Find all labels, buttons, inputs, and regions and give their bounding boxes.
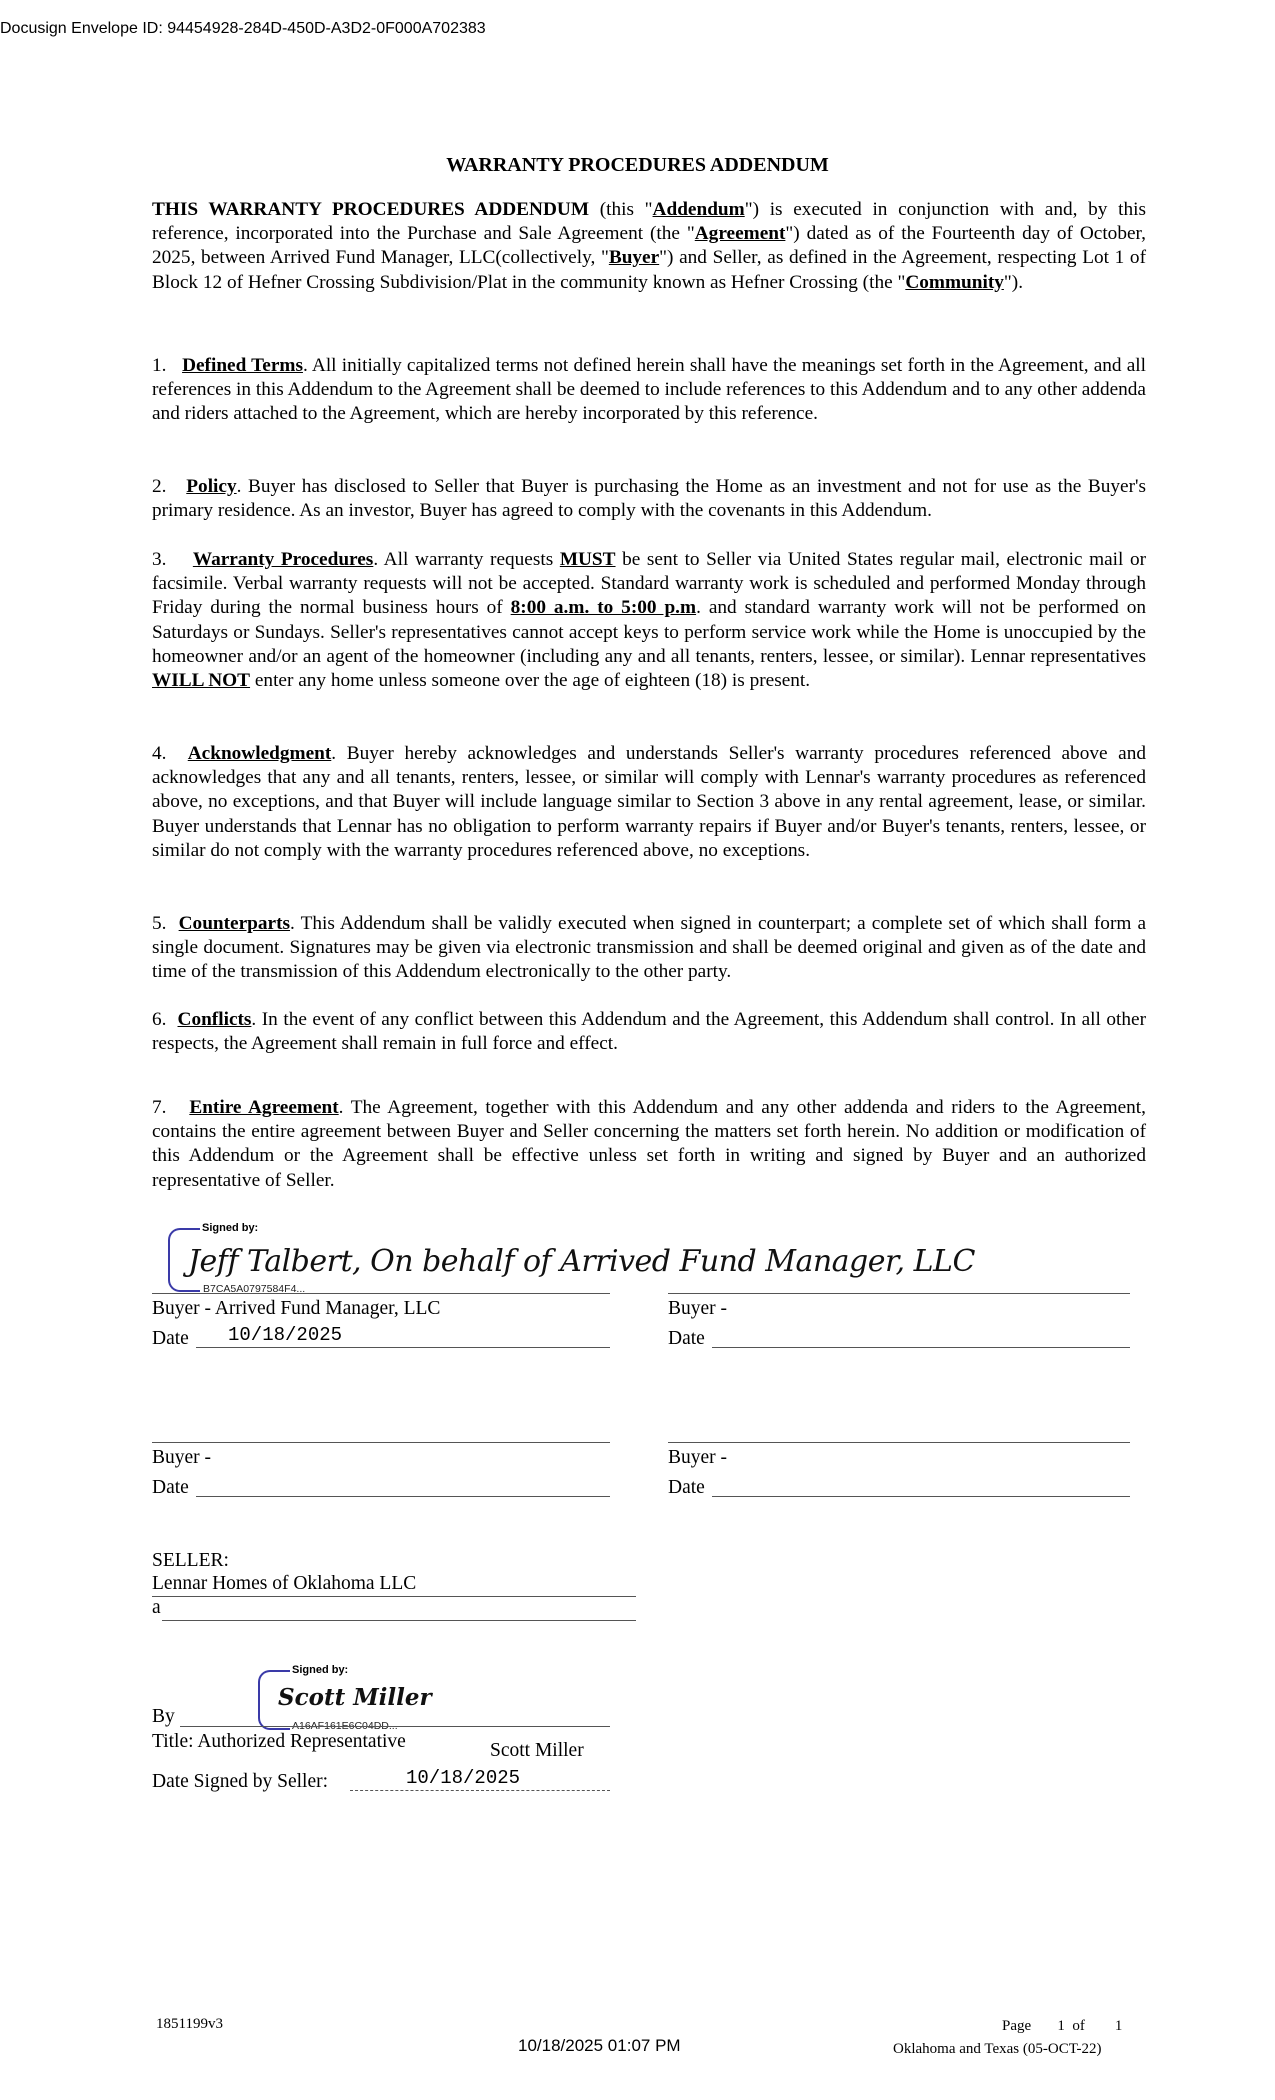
signed-by-label: Signed by: <box>292 1664 349 1676</box>
signature-line[interactable] <box>668 1293 1130 1294</box>
term-buyer: Buyer <box>608 247 660 269</box>
seller-a-label: a <box>152 1597 161 1618</box>
date-line <box>350 1790 610 1791</box>
signature-line[interactable] <box>668 1442 1130 1443</box>
seller-name: Lennar Homes of Oklahoma LLC <box>152 1573 417 1594</box>
intro-lead: THIS WARRANTY PROCEDURES ADDENDUM <box>152 199 590 220</box>
seller-name-line <box>152 1596 636 1597</box>
buyer-1-date-label: Date <box>152 1328 189 1349</box>
date-line[interactable] <box>712 1347 1130 1348</box>
by-label: By <box>152 1706 175 1727</box>
intro-text-1: (this " <box>589 199 653 220</box>
signature-line <box>152 1293 610 1294</box>
buyer-3-label: Buyer - <box>152 1447 212 1468</box>
buyer-2-label: Buyer - <box>668 1298 728 1319</box>
by-line <box>180 1726 610 1727</box>
section-text-2: be sent to Seller via United States regular mail, electronic mail or facsimile. Verbal warranty requests will not be accepted. Standard warranty work is scheduled and performed Monday through Friday during the normal business hours of <box>152 549 1147 619</box>
section-heading: Conflicts <box>177 1009 252 1030</box>
seller-date[interactable]: 10/18/2025 <box>406 1767 521 1789</box>
term-agreement: Agreement <box>694 223 786 245</box>
section-number: 1. <box>152 355 167 376</box>
buyer-1-label: Buyer - Arrived Fund Manager, LLC <box>152 1298 441 1319</box>
section-number: 6. <box>152 1009 167 1030</box>
section-text: . All initially capitalized terms not defined herein shall have the meanings set forth in the Agreement, and all references in this Addendum to the Agreement shall be deemed to include references to this Addendum and to any other addenda and riders attached to the Agreement, which are hereby incorporated by this reference. <box>152 355 1147 425</box>
title-label: Title: Authorized Representative <box>152 1731 406 1752</box>
buyer-2-date-label: Date <box>668 1328 705 1349</box>
signed-by-label: Signed by: <box>202 1222 259 1234</box>
seller-heading: SELLER: <box>152 1550 229 1571</box>
emphasis-must: MUST <box>559 549 616 570</box>
buyer-signature[interactable]: Jeff Talbert, On behalf of Arrived Fund Manager, LLC <box>188 1244 975 1279</box>
section-4 <box>152 742 1146 863</box>
buyer-4-date-label: Date <box>668 1477 705 1498</box>
section-heading: Warranty Procedures <box>192 549 374 570</box>
section-text: . The Agreement, together with this Addendum and any other addenda and riders to the Agreement, contains the entire agreement between Buyer and Seller concerning the matters set forth herein. No addition or modification of this Addendum or the Agreement shall be effective unless set forth in writing and signed by Buyer and an authorized representative of Seller. <box>152 1097 1146 1191</box>
buyer-1-date[interactable]: 10/18/2025 <box>228 1324 343 1346</box>
page-label: Page <box>1002 2018 1032 2034</box>
intro-text-5: "). <box>1003 271 1024 293</box>
section-2 <box>152 475 1146 523</box>
section-text: . Buyer hereby acknowledges and understands Seller's warranty procedures referenced above and acknowledges that any and all tenants, renters, lessee, or similar will comply with Lennar's warranty procedures as referenced above, no exceptions, and that Buyer will include language similar to Section 3 above in any rental agreement, lease, or similar. Buyer understands that Lennar has no obligation to perform warranty repairs if Buyer and/or Buyer's tenants, renters, lessee, or similar do not comply with the warranty procedures referenced above, no exceptions. <box>152 743 1147 861</box>
section-number: 3. <box>152 549 167 570</box>
intro-text-3: ") dated as of the Fourteenth day of October, 2025, between Arrived Fund Manager, LLC(collectively, " <box>152 223 1146 269</box>
seller-signature[interactable]: Scott Miller <box>278 1684 432 1711</box>
emphasis-will-not: WILL NOT <box>152 670 251 692</box>
term-community: Community <box>905 271 1004 293</box>
section-text-3: . and standard warranty work will not be performed on Saturdays or Sundays. Seller's representatives cannot accept keys to perform service work while the Home is unoccupied by the homeowner and/or an agent of the homeowner (including any and all tenants, renters, lessee, or similar). Lennar representatives <box>152 597 1147 667</box>
section-heading: Entire Agreement <box>189 1097 339 1118</box>
term-addendum: Addendum <box>652 199 745 220</box>
page-number: 1 <box>1057 2018 1065 2034</box>
printed-name: Scott Miller <box>490 1740 584 1761</box>
intro-text-2: ") is executed in conjunction with and, by this reference, incorporated into the Purchase and Sale Agreement (the " <box>152 199 1146 245</box>
jurisdiction: Oklahoma and Texas (05-OCT-22) <box>893 2041 1102 2057</box>
envelope-id: Docusign Envelope ID: 94454928-284D-450D-A3D2-0F000A702383 <box>0 20 486 37</box>
buyer-3-date-label: Date <box>152 1477 189 1498</box>
document-code: 1851199v3 <box>156 2016 223 2032</box>
section-text-4: enter any home unless someone over the age of eighteen (18) is present. <box>250 670 811 692</box>
section-6 <box>152 1008 1146 1056</box>
intro-paragraph <box>152 198 1146 295</box>
section-5 <box>152 912 1146 985</box>
section-text: . Buyer has disclosed to Seller that Buyer is purchasing the Home as an investment and not for use as the Buyer's primary residence. As an investor, Buyer has agreed to comply with the covenants in this Addendum. <box>152 476 1147 522</box>
section-heading: Defined Terms <box>182 355 303 376</box>
section-text-1: . All warranty requests <box>373 549 560 570</box>
buyer-4-label: Buyer - <box>668 1447 728 1468</box>
section-text: . In the event of any conflict between this Addendum and the Agreement, this Addendum shall control. In all other respects, the Agreement shall remain in full force and effect. <box>152 1009 1147 1055</box>
section-3 <box>152 548 1146 693</box>
signature-hash: A16AF161E6C04DD... <box>292 1720 398 1732</box>
intro-text-4: ") and Seller, as defined in the Agreement, respecting Lot 1 of Block 12 of Hefner Crossing Subdivision/Plat in the community known as Hefner Crossing (the " <box>152 247 1146 293</box>
business-hours: 8:00 a.m. to 5:00 p.m <box>510 597 697 619</box>
date-signed-label: Date Signed by Seller: <box>152 1771 329 1792</box>
section-number: 7. <box>152 1097 167 1118</box>
section-number: 2. <box>152 476 167 497</box>
section-heading: Acknowledgment <box>187 743 332 764</box>
page-title: WARRANTY PROCEDURES ADDENDUM <box>446 154 829 176</box>
section-number: 4. <box>152 743 167 764</box>
date-line <box>196 1347 610 1348</box>
page-total: 1 <box>1114 2018 1123 2034</box>
section-7 <box>152 1096 1146 1193</box>
of-label: of <box>1072 2018 1085 2034</box>
seller-a-line <box>162 1620 636 1621</box>
section-1 <box>152 354 1146 427</box>
date-line[interactable] <box>712 1496 1130 1497</box>
signature-line[interactable] <box>152 1442 610 1443</box>
section-number: 5. <box>152 913 167 934</box>
timestamp: 10/18/2025 01:07 PM <box>518 2036 681 2055</box>
page-indicator <box>1002 2018 1122 2035</box>
section-heading: Policy <box>186 476 237 497</box>
section-text: . This Addendum shall be validly executed when signed in counterpart; a complete set of which shall form a single document. Signatures may be given via electronic transmission and shall be deemed original and given as of the date and time of the transmission of this Addendum electronically to the other party. <box>152 913 1146 983</box>
date-line[interactable] <box>196 1496 610 1497</box>
section-heading: Counterparts <box>178 913 291 934</box>
signature-hash: B7CA5A0797584F4... <box>203 1283 306 1295</box>
